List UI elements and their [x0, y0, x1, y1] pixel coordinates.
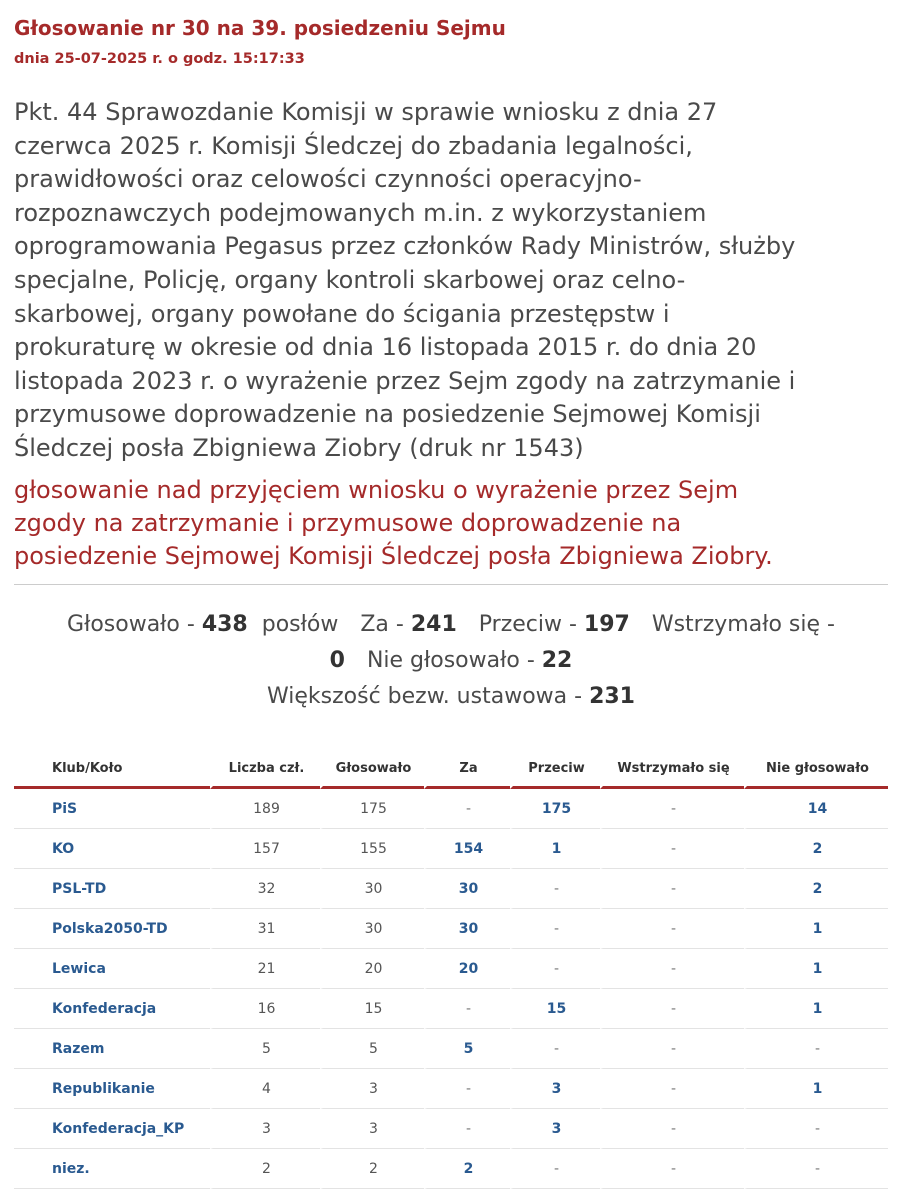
vote-datetime: dnia 25-07-2025 r. o godz. 15:17:33	[14, 51, 305, 67]
not-voted-count[interactable]: 2	[744, 869, 888, 909]
club-name[interactable]: PSL-TD	[14, 869, 210, 909]
for-count[interactable]: 30	[424, 869, 510, 909]
abstained-count: -	[600, 1149, 744, 1189]
club-name[interactable]: KO	[14, 829, 210, 869]
table-row	[14, 1109, 888, 1149]
for-count: 241	[410, 612, 457, 637]
members-count: 3	[210, 1109, 320, 1149]
agenda-line: skarbowej, organy powołane do ścigania przestępstw i	[14, 299, 670, 328]
voted-count: 15	[320, 989, 424, 1029]
not-voted-count: -	[744, 1149, 888, 1189]
agenda-line: listopada 2023 r. o wyrażenie przez Sejm zgody na zatrzymanie i	[14, 366, 796, 395]
not-voted-count[interactable]: 1	[744, 949, 888, 989]
members-count: 31	[210, 909, 320, 949]
for-count[interactable]: 30	[424, 909, 510, 949]
abstained-count: -	[600, 789, 744, 829]
table-row	[14, 949, 888, 989]
club-name[interactable]: Konfederacja	[14, 989, 210, 1029]
col-header-members[interactable]: Liczba czł.	[210, 750, 320, 789]
motion-line: posiedzenie Sejmowej Komisji Śledczej posła Zbigniewa Ziobry.	[14, 542, 773, 570]
not-voted-count[interactable]: 1	[744, 909, 888, 949]
not-voted-count[interactable]: 1	[744, 989, 888, 1029]
table-body	[14, 789, 888, 1189]
motion-line: głosowanie nad przyjęciem wniosku o wyrażenie przez Sejm	[14, 476, 739, 504]
col-header-against[interactable]: Przeciw	[510, 750, 600, 789]
club-name[interactable]: Konfederacja_KP	[14, 1109, 210, 1149]
members-count: 4	[210, 1069, 320, 1109]
club-name[interactable]: Razem	[14, 1029, 210, 1069]
not-voted-count: -	[744, 1109, 888, 1149]
club-name[interactable]: niez.	[14, 1149, 210, 1189]
agenda-line: prawidłowości oraz celowości czynności operacyjno-	[14, 165, 642, 194]
col-header-not-voted[interactable]: Nie głosowało	[744, 750, 888, 789]
against-count: -	[510, 1029, 600, 1069]
not-voted-count: 22	[541, 648, 573, 673]
voted-count: 30	[320, 909, 424, 949]
not-voted-count[interactable]: 14	[744, 789, 888, 829]
for-count: -	[424, 1069, 510, 1109]
table-row	[14, 909, 888, 949]
not-voted-count[interactable]: 1	[744, 1069, 888, 1109]
table-row	[14, 1149, 888, 1189]
not-voted-label: Nie głosowało -	[366, 648, 542, 673]
table-row	[14, 829, 888, 869]
section-divider	[14, 584, 888, 585]
against-count[interactable]: 3	[510, 1109, 600, 1149]
page-title: Głosowanie nr 30 na 39. posiedzeniu Sejmu	[14, 16, 506, 40]
table-row	[14, 869, 888, 909]
voted-label: Głosowało -	[67, 612, 202, 637]
against-count: 197	[583, 612, 630, 637]
abstained-count: -	[600, 1029, 744, 1069]
abstained-count: -	[600, 829, 744, 869]
table-header-row	[14, 750, 888, 789]
majority-count: 231	[589, 684, 635, 709]
summary-line-3	[14, 679, 888, 715]
agenda-line: czerwca 2025 r. Komisji Śledczej do zbadania legalności,	[14, 131, 693, 160]
against-count[interactable]: 3	[510, 1069, 600, 1109]
table-row	[14, 789, 888, 829]
members-count: 21	[210, 949, 320, 989]
agenda-line: Pkt. 44 Sprawozdanie Komisji w sprawie wniosku z dnia 27	[14, 98, 718, 126]
table-row	[14, 1069, 888, 1109]
members-count: 16	[210, 989, 320, 1029]
summary-line-2	[14, 643, 888, 679]
club-name[interactable]: Polska2050-TD	[14, 909, 210, 949]
agenda-line: przymusowe doprowadzenie na posiedzenie Sejmowej Komisji	[14, 400, 761, 429]
voted-count: 155	[320, 829, 424, 869]
voted-count: 2	[320, 1149, 424, 1189]
col-header-for[interactable]: Za	[424, 750, 510, 789]
vote-motion-text	[14, 474, 886, 573]
for-count: -	[424, 1109, 510, 1149]
against-count: -	[510, 909, 600, 949]
abstained-count: -	[600, 989, 744, 1029]
col-header-voted[interactable]: Głosowało	[320, 750, 424, 789]
voted-count: 20	[320, 949, 424, 989]
against-count: -	[510, 1149, 600, 1189]
table-row	[14, 989, 888, 1029]
motion-line: zgody na zatrzymanie i przymusowe doprowadzenie na	[14, 509, 682, 537]
club-name[interactable]: Lewica	[14, 949, 210, 989]
voted-count: 175	[320, 789, 424, 829]
club-name[interactable]: Republikanie	[14, 1069, 210, 1109]
voted-count: 438	[201, 612, 248, 637]
abstained-count: 0	[329, 648, 345, 673]
against-count[interactable]: 175	[510, 789, 600, 829]
against-count[interactable]: 1	[510, 829, 600, 869]
voted-unit: posłów	[261, 612, 339, 637]
club-name[interactable]: PiS	[14, 789, 210, 829]
for-label: Za -	[360, 612, 411, 637]
abstained-count: -	[600, 949, 744, 989]
agenda-line: Śledczej posła Zbigniewa Ziobry (druk nr 1543)	[14, 433, 584, 462]
voted-count: 5	[320, 1029, 424, 1069]
agenda-line: prokuraturę w okresie od dnia 16 listopada 2015 r. do dnia 20	[14, 333, 757, 362]
majority-label: Większość bezw. ustawowa -	[267, 684, 590, 709]
col-header-abstained[interactable]: Wstrzymało się	[600, 750, 744, 789]
agenda-line: oprogramowania Pegasus przez członków Rady Ministrów, służby	[14, 232, 796, 261]
table-row	[14, 1029, 888, 1069]
club-votes-table	[14, 750, 888, 1189]
against-count: -	[510, 869, 600, 909]
not-voted-count: -	[744, 1029, 888, 1069]
against-count[interactable]: 15	[510, 989, 600, 1029]
for-count: -	[424, 789, 510, 829]
for-count[interactable]: 2	[424, 1149, 510, 1189]
agenda-item-text	[14, 96, 886, 466]
col-header-club[interactable]: Klub/Koło	[14, 750, 210, 789]
abstained-count: -	[600, 1069, 744, 1109]
for-count[interactable]: 5	[424, 1029, 510, 1069]
abstained-count: -	[600, 869, 744, 909]
members-count: 157	[210, 829, 320, 869]
against-count: -	[510, 949, 600, 989]
not-voted-count[interactable]: 2	[744, 829, 888, 869]
members-count: 32	[210, 869, 320, 909]
abstained-count: -	[600, 909, 744, 949]
members-count: 2	[210, 1149, 320, 1189]
members-count: 5	[210, 1029, 320, 1069]
voted-count: 30	[320, 869, 424, 909]
abstained-count: -	[600, 1109, 744, 1149]
for-count[interactable]: 154	[424, 829, 510, 869]
for-count[interactable]: 20	[424, 949, 510, 989]
agenda-line: specjalne, Policję, organy kontroli skarbowej oraz celno-	[14, 265, 686, 294]
voted-count: 3	[320, 1109, 424, 1149]
vote-summary	[14, 607, 888, 715]
voted-count: 3	[320, 1069, 424, 1109]
for-count: -	[424, 989, 510, 1029]
abstained-label: Wstrzymało się -	[651, 612, 835, 637]
agenda-line: rozpoznawczych podejmowanych m.in. z wykorzystaniem	[14, 198, 707, 227]
summary-line-1	[14, 607, 888, 643]
against-label: Przeciw -	[478, 612, 584, 637]
members-count: 189	[210, 789, 320, 829]
